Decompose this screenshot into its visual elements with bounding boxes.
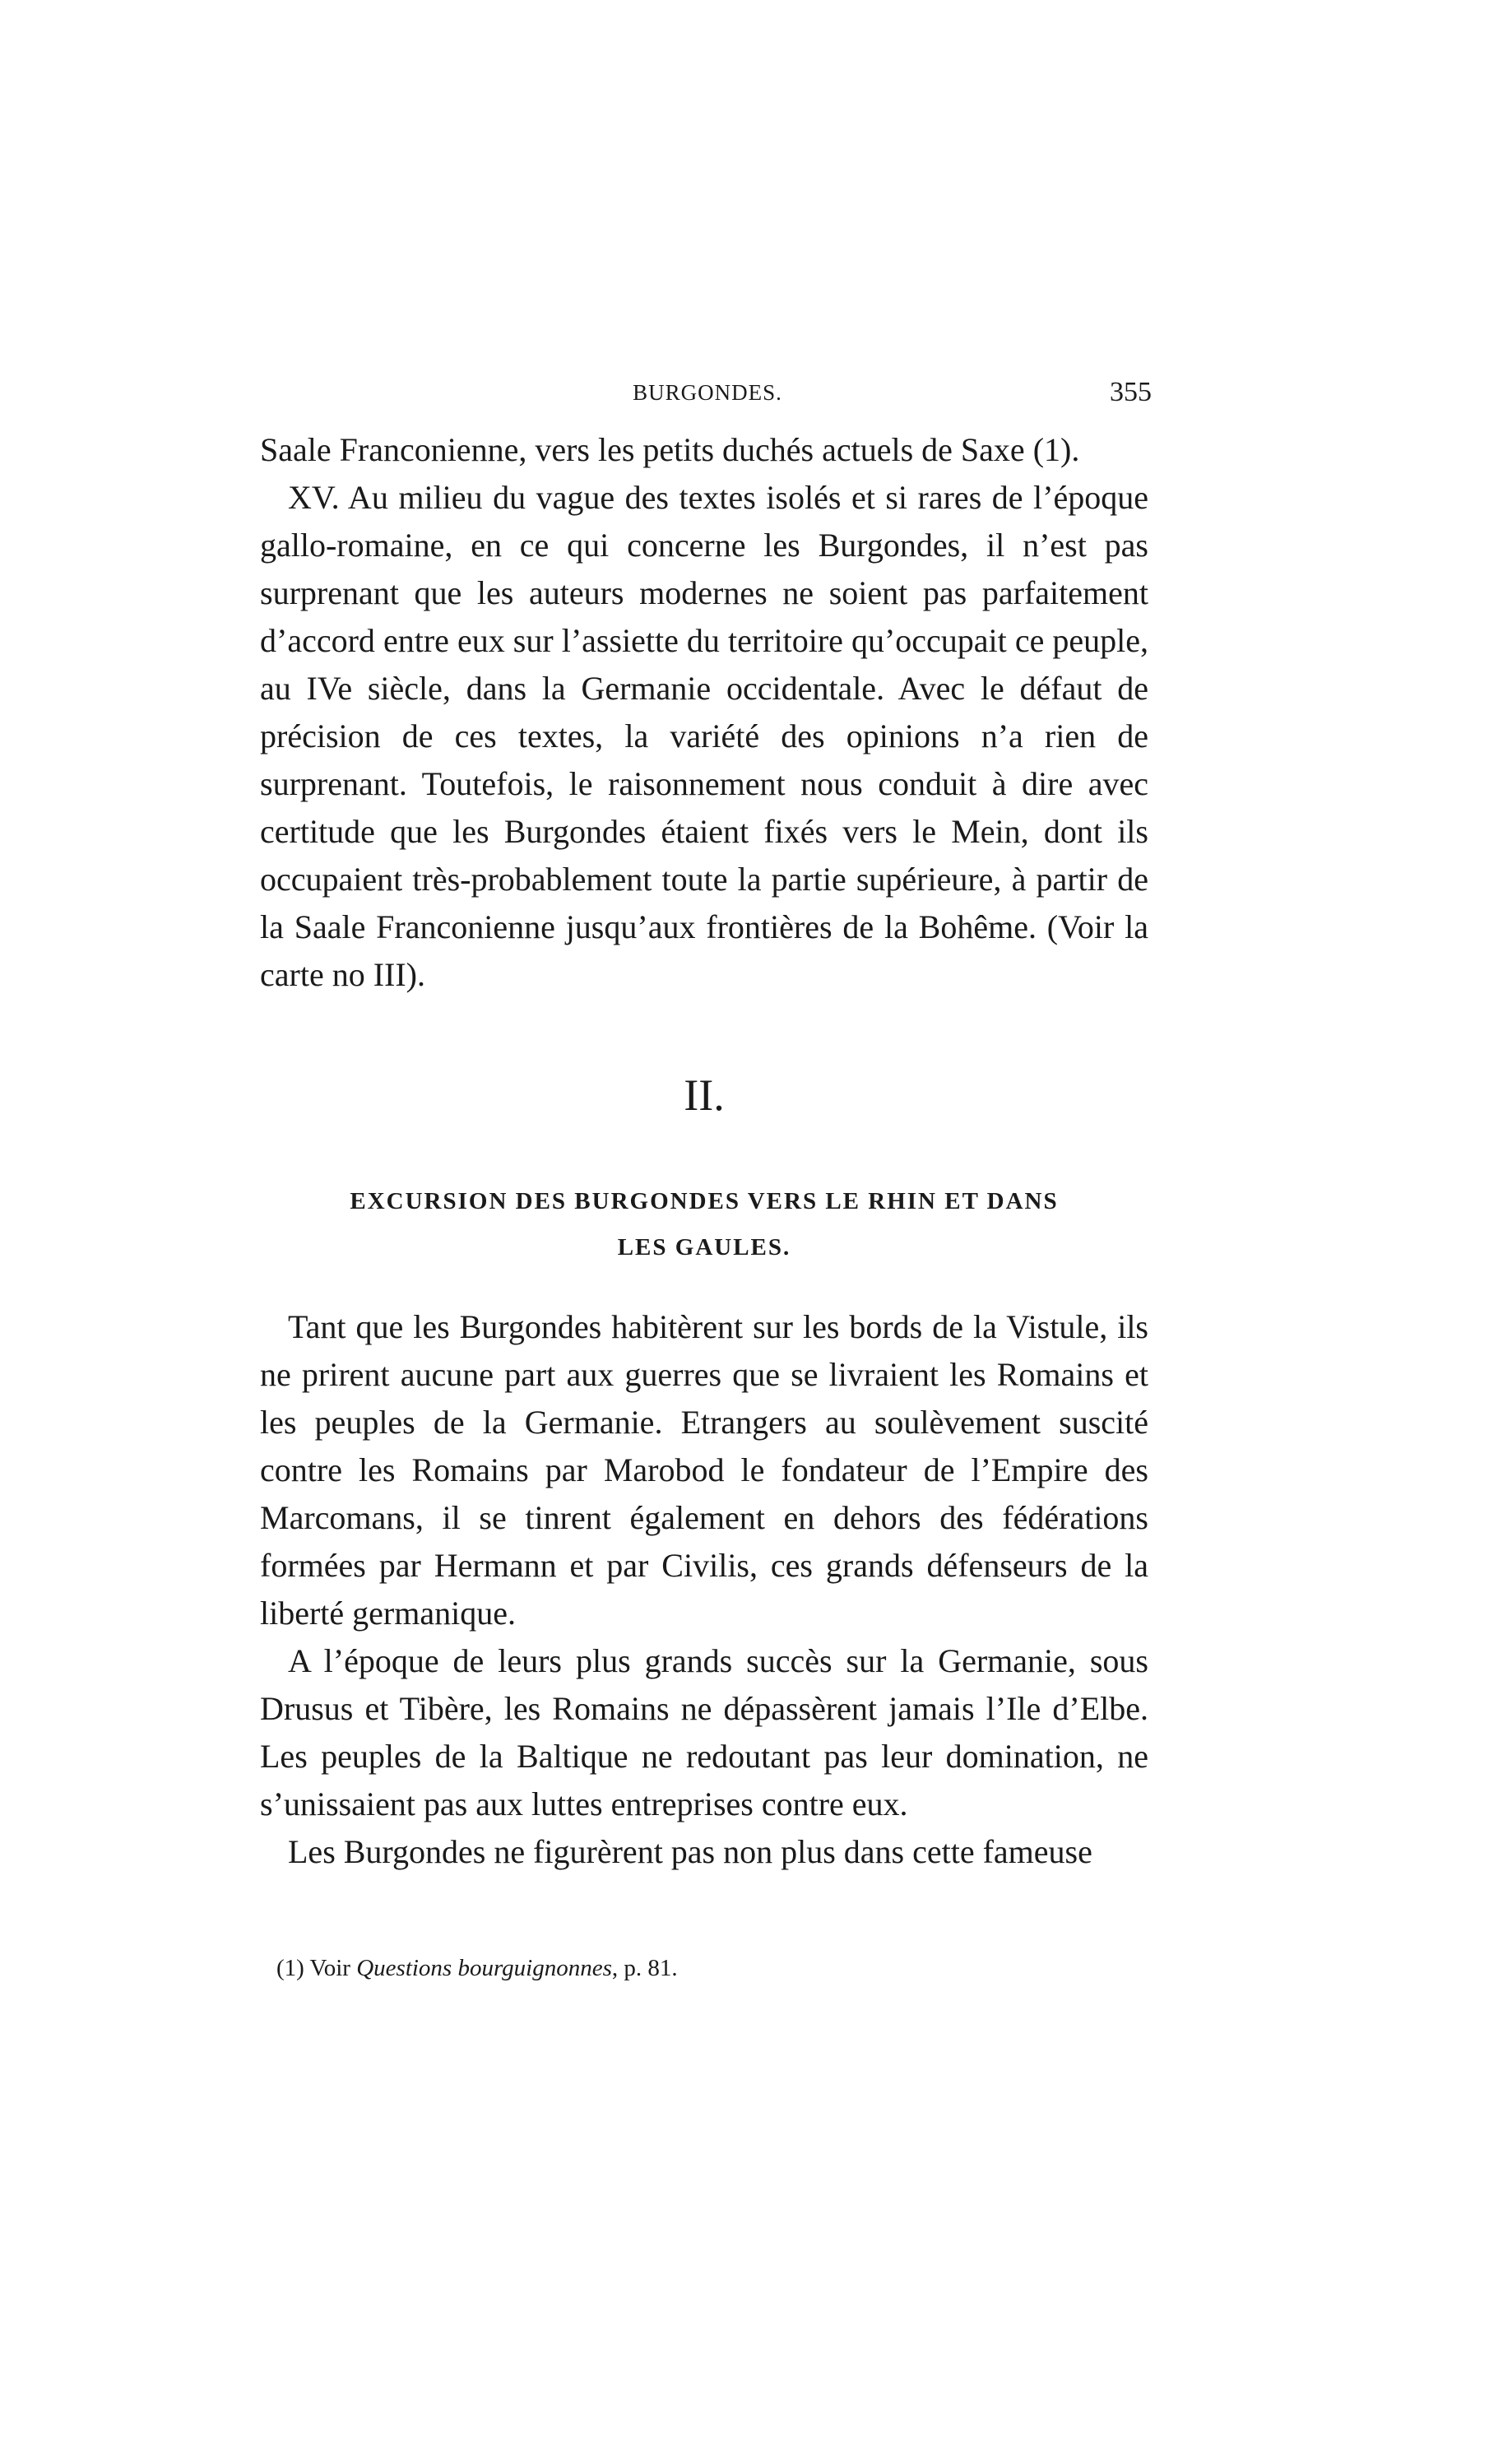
- running-head: [263, 377, 1152, 413]
- carryover-line: Saale Franconienne, vers les petits duchés actuels de Saxe (1).: [260, 431, 1080, 468]
- section-number: II.: [684, 1070, 725, 1120]
- section-heading-line-2: LES GAULES.: [617, 1234, 791, 1260]
- footnote-page-ref: , p. 81.: [611, 1955, 678, 1981]
- footnote: [276, 1952, 1148, 1985]
- paragraph: A l’époque de leurs plus grands succès sur la Germanie, sous Drusus et Tibère, les Romains ne dépassèrent jamais l’Ile d’Elbe. Les peuples de la Baltique ne redoutant pas leur domination, ne s’unissaient pas aux luttes entreprises contre eux.: [260, 1642, 1148, 1822]
- paragraph: Les Burgondes ne figurèrent pas non plus dans cette fameuse: [288, 1833, 1092, 1870]
- paragraph-xv: XV. Au milieu du vague des textes isolés et si rares de l’époque gallo-romaine, en ce qui concerne les Burgondes, il n’est pas surprenant que les auteurs modernes ne soient pas parfaitement d’accord entre eux sur l’assiette du territoire qu’occupait ce peuple, au IVe siècle, dans la Germanie occidentale. Avec le défaut de précision de ces textes, la variété des opinions n’a rien de surprenant. Toutefois, le raisonnement nous conduit à dire avec certitude que les Burgondes étaient fixés vers le Mein, dont ils occupaient très-probablement toute la partie supérieure, à partir de la Saale Franconienne jusqu’aux frontières de la Bohême. (Voir la carte no III).: [260, 479, 1148, 993]
- footnote-title: Questions bourguignonnes: [356, 1955, 612, 1981]
- page-number: 355: [1110, 377, 1152, 407]
- section-heading: [260, 1178, 1148, 1270]
- paragraph: Tant que les Burgondes habitèrent sur les bords de la Vistule, ils ne prirent aucune part aux guerres que se livraient les Romains et les peuples de la Germanie. Etrangers au soulèvement suscité contre les Romains par Marobod le fondateur de l’Empire des Marcomans, il se tinrent également en dehors des fédérations formées par Hermann et par Civilis, ces grands défenseurs de la liberté germanique.: [260, 1308, 1148, 1632]
- section-ii-text: [260, 1303, 1148, 1876]
- footnote-marker: (1) Voir: [276, 1955, 350, 1981]
- section-xv-text: [260, 426, 1148, 999]
- section-heading-line-1: EXCURSION DES BURGONDES VERS LE RHIN ET DANS: [350, 1188, 1059, 1214]
- running-title: BURGONDES.: [633, 380, 782, 405]
